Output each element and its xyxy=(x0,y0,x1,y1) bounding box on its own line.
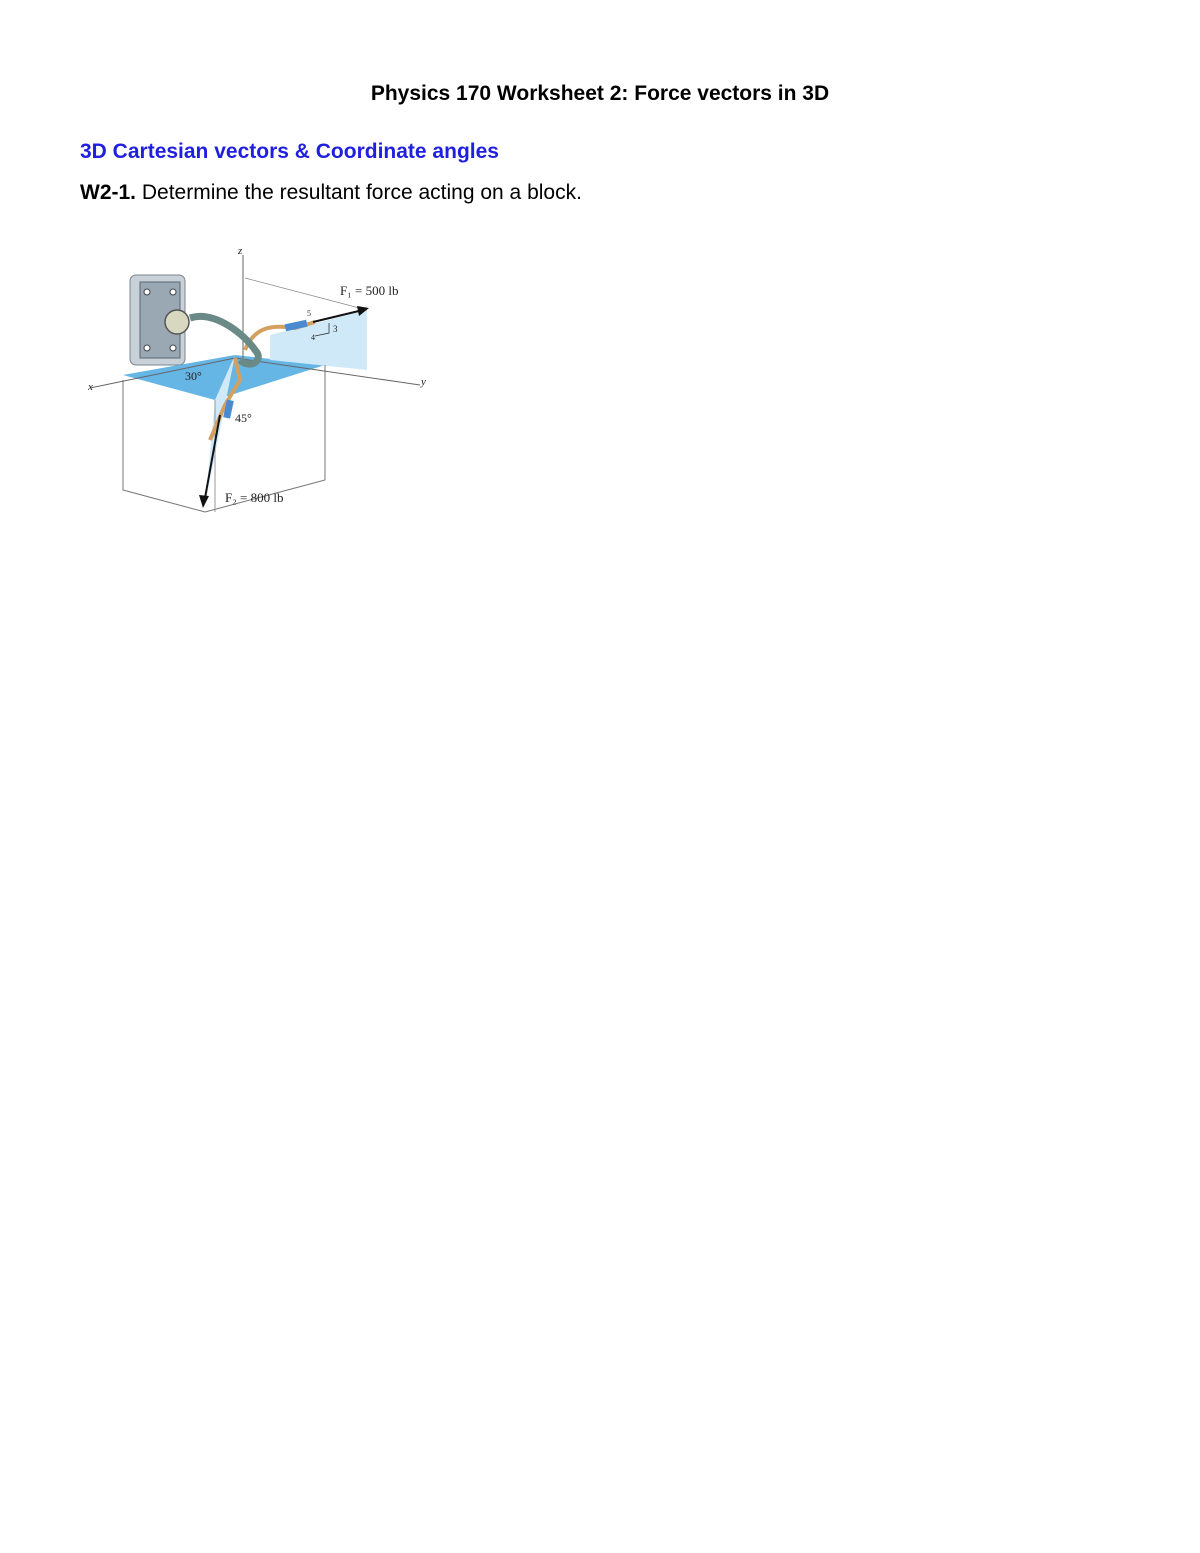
z-axis-label: z xyxy=(238,245,243,257)
slope-4-label: 4 xyxy=(311,333,315,342)
y-axis-label: y xyxy=(421,376,426,388)
problem-number: W2-1. xyxy=(80,181,137,204)
slope-5-label: 5 xyxy=(307,309,311,318)
f1-label: F₁ = 500 lb xyxy=(340,283,399,298)
bolt-icon xyxy=(144,345,150,351)
force-diagram-figure xyxy=(85,240,445,520)
slope-3-label: 3 xyxy=(333,324,338,334)
force-diagram-svg xyxy=(85,240,445,520)
bolt-icon xyxy=(170,345,176,351)
eyebolt-icon xyxy=(165,310,189,334)
bolt-icon xyxy=(144,289,150,295)
block-edge xyxy=(123,380,205,512)
page-title: Physics 170 Worksheet 2: Force vectors in 3D xyxy=(370,82,830,105)
angle-30-label: 30° xyxy=(185,369,202,383)
problem-text: Determine the resultant force acting on a block. xyxy=(141,181,582,204)
problem-statement xyxy=(80,181,582,205)
bolt-icon xyxy=(170,289,176,295)
f1-plane-shading xyxy=(270,310,367,370)
f2-label: F₂ = 800 lb xyxy=(225,490,284,505)
f2-arrowhead xyxy=(199,495,209,508)
section-heading: 3D Cartesian vectors & Coordinate angles xyxy=(80,140,499,163)
x-axis-label: x xyxy=(88,381,93,393)
angle-45-label: 45° xyxy=(235,411,252,425)
